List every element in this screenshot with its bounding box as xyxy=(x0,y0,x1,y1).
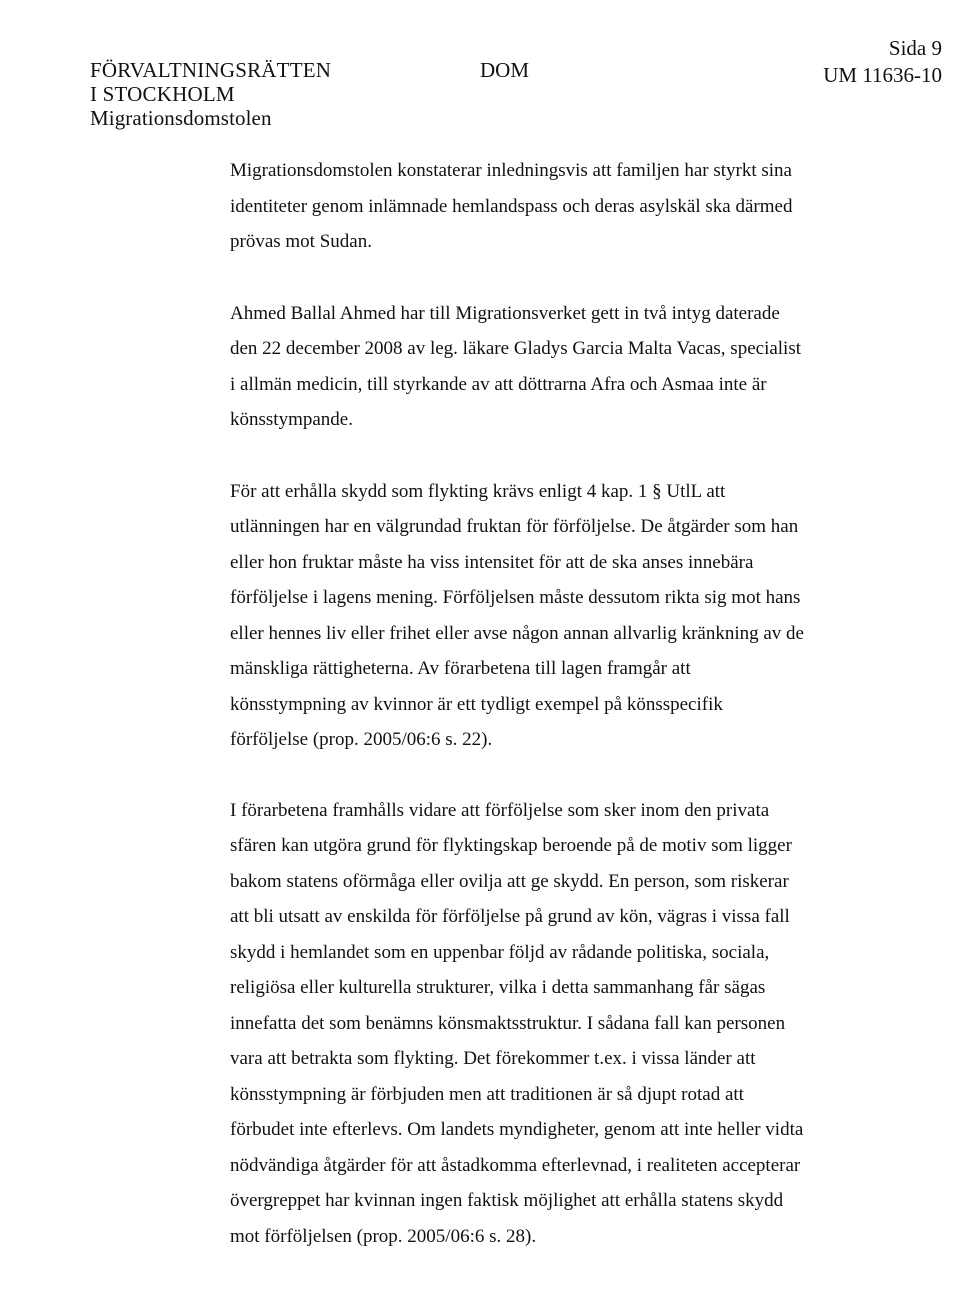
court-division: Migrationsdomstolen xyxy=(90,106,272,130)
document-type: DOM xyxy=(480,58,530,82)
case-number: UM 11636-10 xyxy=(823,63,942,87)
paragraph-identity: Migrationsdomstolen konstaterar inledningsvis att familjen har styrkt sina identiteter genom inlämnade hemlandspass och deras asylskäl ska därmed prövas mot Sudan. xyxy=(230,160,793,252)
court-header xyxy=(90,58,331,130)
document-body xyxy=(230,153,930,1254)
paragraph-private-sphere: I förarbetena framhålls vidare att förföljelse som sker inom den privata sfären kan utgöra grund för flyktingskap beroende på de motiv som ligger bakom statens oförmåga eller ovilja att ge skydd. En person, som riskerar att bli utsatt av enskilda för förföljelse på grund av kön, vägras i vissa fall skydd i hemlandet som en uppenbar följd av rådande politiska, sociala, religiösa eller kulturella strukturer, vilka i detta sammanhang får sägas innefatta det som benämns könsmaktsstruktur. I sådana fall kan personen vara att betrakta som flykting. Det förekommer t.ex. i vissa länder att könsstympning är förbjuden men att traditionen är så djupt rotad att förbudet inte efterlevs. Om landets myndigheter, genom att inte heller vidta nödvändiga åtgärder för att åstadkomma efterlevnad, i realiteten accepterar övergreppet har kvinnan ingen faktisk möjlighet att erhålla statens skydd mot förföljelsen (prop. 2005/06:6 s. 28). xyxy=(230,799,804,1247)
court-name: FÖRVALTNINGSRÄTTEN xyxy=(90,58,332,82)
paragraph-certificates: Ahmed Ballal Ahmed har till Migrationsverket gett in två intyg daterade den 22 december 2008 av leg. läkare Gladys Garcia Malta Vacas, specialist i allmän medicin, till styrkande av att döttrarna Afra och Asmaa inte är könsstympande. xyxy=(230,302,802,430)
paragraph-refugee-law: För att erhålla skydd som flykting krävs enligt 4 kap. 1 § UtlL att utlänningen har en välgrundad fruktan för förföljelse. De åtgärder som han eller hon fruktar måste ha viss intensitet för att de ska anses innebära förföljelse i lagens mening. Förföljelsen måste dessutom rikta sig mot hans eller hennes liv eller frihet eller avse någon annan allvarlig kränkning av de mänskliga rättigheterna. Av förarbetena till lagen framgår att könsstympning av kvinnor är ett tydligt exempel på könsspecifik förföljelse (prop. 2005/06:6 s. 22). xyxy=(230,480,804,750)
court-city: I STOCKHOLM xyxy=(90,82,235,106)
page-info xyxy=(823,35,942,89)
page-number: Sida 9 xyxy=(888,36,942,60)
